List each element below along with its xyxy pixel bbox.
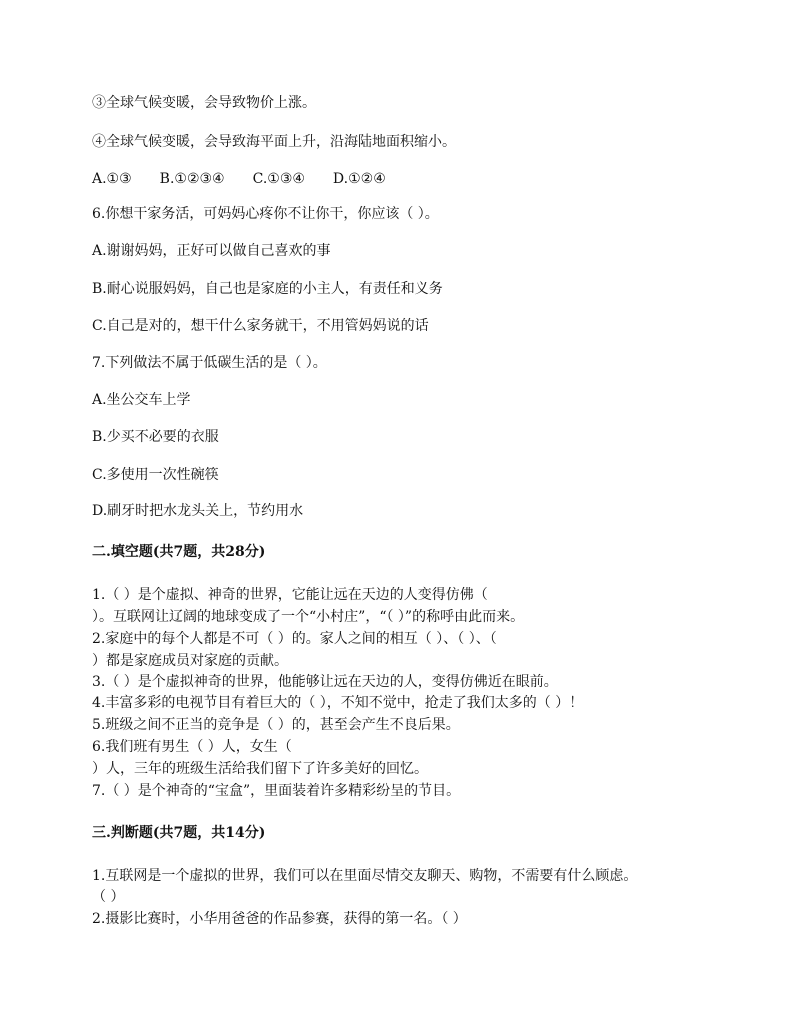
fill-q7: 7.（ ）是个神奇的“宝盒”，里面装着许多精彩纷呈的节目。 <box>92 783 461 799</box>
fill-q1-line-2: ）。互联网让辽阔的地球变成了一个“小村庄”，“（ ）”的称呼由此而来。 <box>92 609 525 625</box>
fill-q6-line-1: 6.我们班有男生（ ）人，女生（ <box>92 739 292 755</box>
judge-q1-line-1: 1.互联网是一个虚拟的世界，我们可以在里面尽情交友聊天、购物，不需要有什么顾虑。 <box>92 868 638 884</box>
q6-option-c: C.自己是对的，想干什么家务就干，不用管妈妈说的话 <box>92 318 429 334</box>
q7-option-d: D.刷牙时把水龙头关上，节约用水 <box>92 503 304 519</box>
q7-option-c: C.多使用一次性碗筷 <box>92 467 219 483</box>
section-3-heading: 三.判断题(共7题，共14分) <box>92 825 266 841</box>
fill-q3: 3.（ ）是个虚拟神奇的世界，他能够让远在天边的人，变得仿佛近在眼前。 <box>92 674 558 690</box>
q6-stem: 6.你想干家务活，可妈妈心疼你不让你干，你应该（ ）。 <box>92 206 439 222</box>
q6-option-a: A.谢谢妈妈，正好可以做自己喜欢的事 <box>92 243 331 259</box>
fill-q1-line-1: 1.（ ）是个虚拟、神奇的世界，它能让远在天边的人变得仿佛（ <box>92 587 488 603</box>
fill-q6-line-2: ）人，三年的班级生活给我们留下了许多美好的回忆。 <box>92 761 428 777</box>
q5-statement-3: ③全球气候变暖，会导致物价上涨。 <box>92 95 316 111</box>
q7-option-b: B.少买不必要的衣服 <box>92 429 219 445</box>
q7-stem: 7.下列做法不属于低碳生活的是（ ）。 <box>92 355 327 371</box>
judge-q1-line-2: （ ） <box>92 889 125 905</box>
judge-q2: 2.摄影比赛时，小华用爸爸的作品参赛，获得的第一名。（ ） <box>92 911 467 927</box>
fill-q4: 4.丰富多彩的电视节目有着巨大的（ ），不知不觉中，抢走了我们太多的（ ）！ <box>92 695 584 711</box>
section-2-heading: 二.填空题(共7题，共28分) <box>92 544 266 560</box>
q6-option-b: B.耐心说服妈妈，自己也是家庭的小主人，有责任和义务 <box>92 281 443 297</box>
fill-q2-line-1: 2.家庭中的每个人都是不可（ ）的。家人之间的相互（ ）、（ ）、（ <box>92 631 497 647</box>
q5-options: A.①③ B.①②③④ C.①③④ D.①②④ <box>92 171 386 187</box>
fill-q5: 5.班级之间不正当的竞争是（ ）的，甚至会产生不良后果。 <box>92 717 460 733</box>
q5-statement-4: ④全球气候变暖，会导致海平面上升，沿海陆地面积缩小。 <box>92 134 456 150</box>
q7-option-a: A.坐公交车上学 <box>92 392 191 408</box>
fill-q2-line-2: ）都是家庭成员对家庭的贡献。 <box>92 653 288 669</box>
